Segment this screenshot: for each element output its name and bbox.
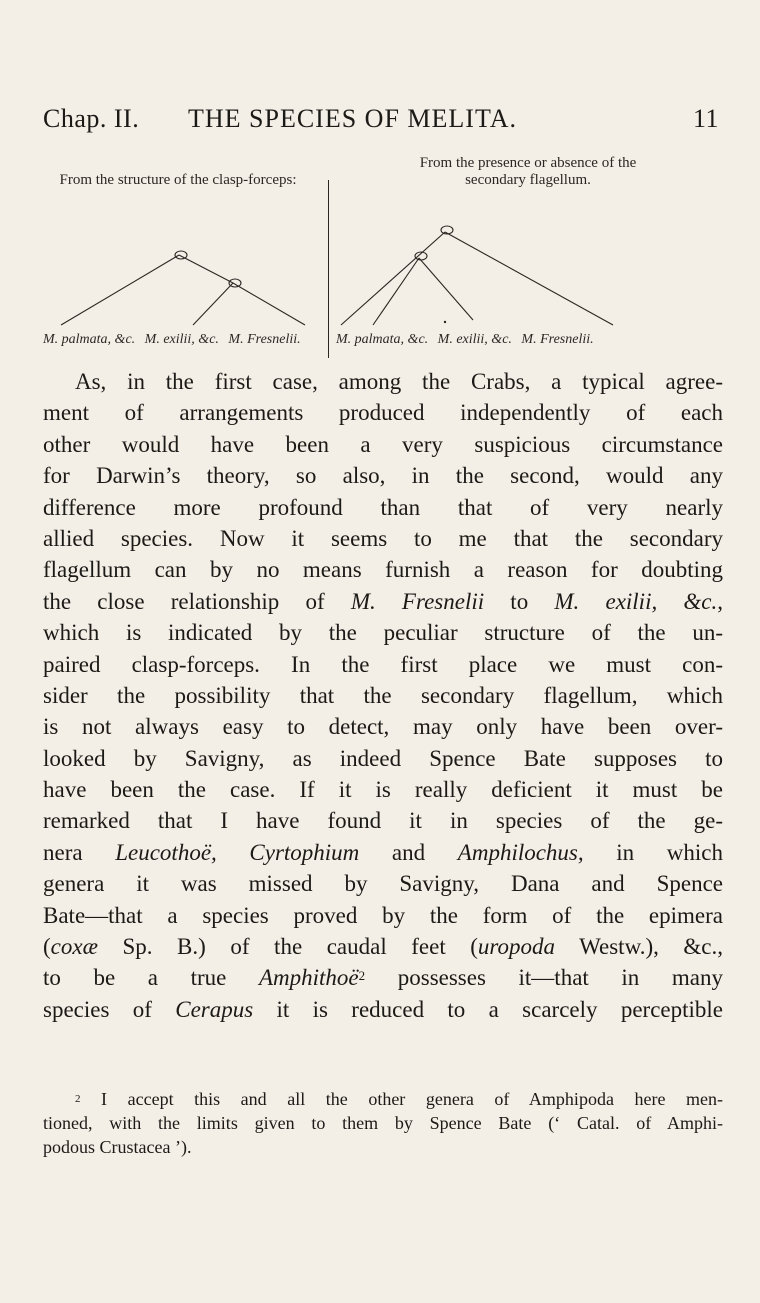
- right-diagram-caption: [338, 155, 718, 189]
- text-run: to be a true: [43, 965, 259, 991]
- text-line: [43, 837, 723, 868]
- text-line: have been the case. If it is really deficient it must be: [43, 777, 723, 803]
- text-line: [43, 962, 723, 993]
- text-run: to: [484, 588, 555, 614]
- species-label: M. Fresnelii.: [521, 332, 594, 347]
- species-label: M. palmata, &c.: [336, 332, 429, 347]
- term: uropoda: [477, 934, 556, 960]
- text-line: As, in the first case, among the Crabs, a typical agree-: [75, 369, 723, 394]
- right-caption-line-2: secondary flagellum.: [465, 172, 591, 188]
- page-number: 11: [692, 104, 719, 133]
- species-label: M. Fresnelii.: [228, 332, 301, 347]
- text-line: [43, 586, 723, 617]
- right-species-labels: [336, 332, 600, 348]
- species-label: M. exilii, &c.: [437, 332, 512, 347]
- genus-name: Amphithoë: [258, 965, 359, 991]
- footnote-line: [43, 1087, 723, 1111]
- text-line: other would have been a very suspicious circumstance: [43, 431, 723, 457]
- text-run: in which: [583, 839, 723, 865]
- text-run: Westw.), &c.,: [555, 934, 723, 960]
- text-line: sider the possibility that the secondary flagellum, which: [43, 682, 723, 708]
- text-line: [43, 994, 723, 1025]
- term: coxæ: [50, 934, 98, 960]
- footnote-ref[interactable]: 2: [358, 968, 366, 984]
- right-tree-diagram: [333, 210, 718, 330]
- text-line: looked by Savigny, as indeed Spence Bate supposes to: [43, 745, 723, 771]
- genus-name: Leucothoë, Cyrtophium: [115, 839, 360, 865]
- species-name: M. exilii, &c.: [554, 588, 718, 614]
- genus-name: Amphilochus,: [457, 839, 584, 865]
- text-line: difference more profound than that of very nearly: [43, 494, 723, 520]
- text-line: which is indicated by the peculiar structure of the un-: [43, 620, 723, 646]
- chapter-title: THE SPECIES OF MELITA.: [188, 104, 518, 133]
- text-run: possesses it—that in many: [365, 965, 723, 991]
- text-run: (: [43, 934, 51, 960]
- right-caption-line-1: From the presence or absence of the: [419, 155, 637, 171]
- text-line: allied species. Now it seems to me that the secondary: [43, 525, 723, 551]
- text-run: Sp. B.) of the caudal feet (: [97, 934, 478, 960]
- species-name: M. Fresnelii: [350, 588, 485, 614]
- text-run: nera: [43, 839, 116, 865]
- column-divider: [328, 180, 329, 358]
- text-run: species of: [43, 996, 176, 1022]
- text-line: genera it was missed by Savigny, Dana and Spence: [43, 871, 723, 897]
- left-species-labels: [43, 332, 307, 348]
- species-label: M. exilii, &c.: [144, 332, 219, 347]
- footnote-line: podous Crustacea ’).: [43, 1137, 192, 1157]
- body-paragraph: [43, 366, 723, 1025]
- text-run: and: [359, 839, 458, 865]
- footnote-marker: 2: [75, 1093, 81, 1105]
- species-label: M. palmata, &c.: [43, 332, 136, 347]
- text-run: ,: [717, 588, 723, 614]
- footnote: [43, 1087, 723, 1159]
- text-line: for Darwin’s theory, so also, in the second, would any: [43, 463, 723, 489]
- text-line: remarked that I have found it in species of the ge-: [43, 808, 723, 834]
- text-line: ment of arrangements produced independently of each: [43, 400, 723, 426]
- footnote-line: tioned, with the limits given to them by Spence Bate (‘ Catal. of Amphi-: [43, 1113, 723, 1133]
- text-line: is not always easy to detect, may only have been over-: [43, 714, 723, 740]
- running-head: [43, 104, 719, 140]
- text-run: it is reduced to a scarcely perceptible: [253, 996, 723, 1022]
- text-run: the close relationship of: [43, 588, 351, 614]
- text-line: [43, 931, 723, 962]
- left-diagram-caption: From the structure of the clasp-forceps:: [59, 172, 297, 188]
- text-line: flagellum can by no means furnish a reason for doubting: [43, 557, 723, 583]
- text-line: Bate—that a species proved by the form of the epimera: [43, 902, 723, 928]
- genus-name: Cerapus: [175, 996, 254, 1022]
- left-tree-diagram: [43, 245, 323, 330]
- text-line: paired clasp-forceps. In the first place we must con-: [43, 651, 723, 677]
- classification-diagrams: [43, 150, 719, 360]
- text-run: I accept this and all the other genera of Amphipoda here men-: [80, 1089, 723, 1109]
- chapter-label: Chap. II.: [43, 104, 140, 133]
